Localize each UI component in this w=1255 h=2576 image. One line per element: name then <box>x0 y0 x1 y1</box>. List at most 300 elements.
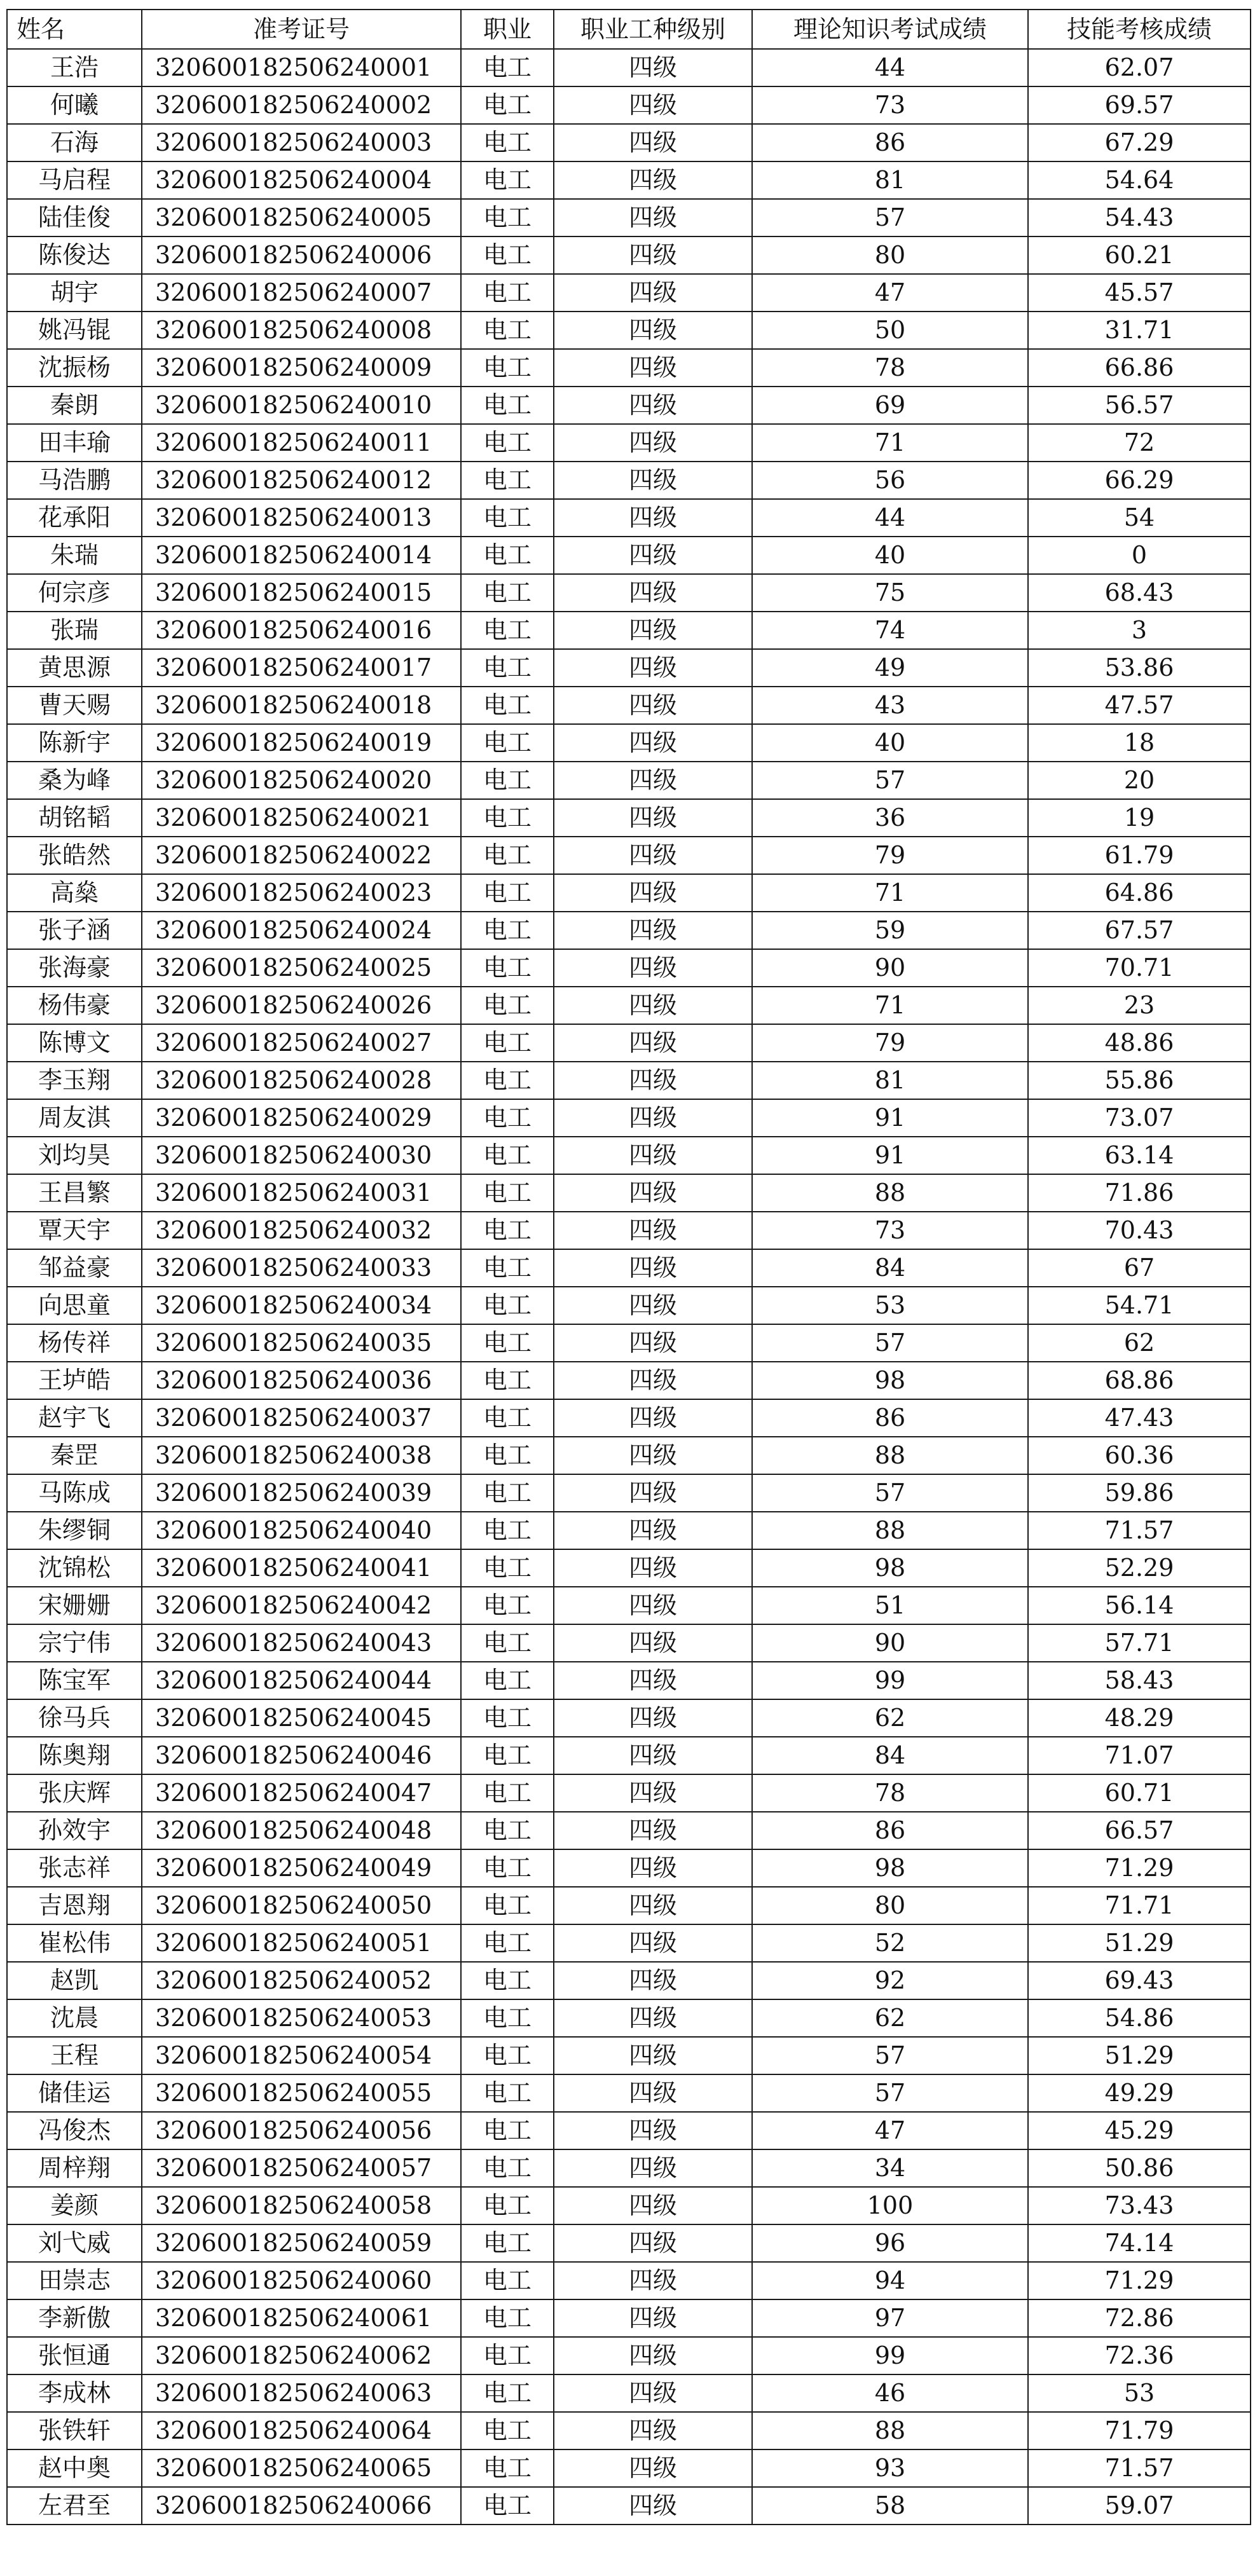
cell-skill-score: 71.71 <box>1028 1887 1251 1924</box>
cell-level: 四级 <box>554 2112 752 2149</box>
header-row <box>7 10 1251 49</box>
cell-name: 冯俊杰 <box>7 2112 142 2149</box>
cell-exam-id: 320600182506240005 <box>142 199 461 236</box>
table-row <box>7 424 1251 462</box>
cell-theory-score: 52 <box>752 1924 1028 1962</box>
cell-occupation: 电工 <box>461 1812 554 1849</box>
table-row <box>7 1062 1251 1099</box>
cell-level: 四级 <box>554 1812 752 1849</box>
cell-occupation: 电工 <box>461 1399 554 1437</box>
cell-occupation: 电工 <box>461 1099 554 1137</box>
cell-level: 四级 <box>554 1474 752 1512</box>
cell-name: 刘弋威 <box>7 2224 142 2262</box>
cell-level: 四级 <box>554 1324 752 1362</box>
table-row <box>7 1474 1251 1512</box>
cell-level: 四级 <box>554 1587 752 1624</box>
table-row <box>7 499 1251 537</box>
cell-theory-score: 73 <box>752 86 1028 124</box>
cell-occupation: 电工 <box>461 2037 554 2074</box>
cell-theory-score: 69 <box>752 387 1028 424</box>
cell-theory-score: 57 <box>752 199 1028 236</box>
cell-exam-id: 320600182506240053 <box>142 1999 461 2037</box>
table-row <box>7 2112 1251 2149</box>
cell-exam-id: 320600182506240031 <box>142 1174 461 1212</box>
cell-theory-score: 57 <box>752 762 1028 799</box>
cell-skill-score: 47.43 <box>1028 1399 1251 1437</box>
table-row <box>7 2187 1251 2224</box>
cell-theory-score: 78 <box>752 349 1028 387</box>
cell-theory-score: 90 <box>752 1624 1028 1662</box>
column-header-level: 职业工种级别 <box>554 10 752 49</box>
cell-occupation: 电工 <box>461 1737 554 1774</box>
cell-occupation: 电工 <box>461 1324 554 1362</box>
cell-skill-score: 54 <box>1028 499 1251 537</box>
cell-name: 秦罡 <box>7 1437 142 1474</box>
cell-exam-id: 320600182506240020 <box>142 762 461 799</box>
cell-theory-score: 80 <box>752 1887 1028 1924</box>
table-row <box>7 1549 1251 1587</box>
cell-occupation: 电工 <box>461 949 554 987</box>
cell-name: 沈锦松 <box>7 1549 142 1587</box>
cell-occupation: 电工 <box>461 2412 554 2449</box>
cell-exam-id: 320600182506240054 <box>142 2037 461 2074</box>
cell-skill-score: 23 <box>1028 987 1251 1024</box>
cell-level: 四级 <box>554 1887 752 1924</box>
cell-name: 王程 <box>7 2037 142 2074</box>
cell-level: 四级 <box>554 2224 752 2262</box>
cell-name: 陈新宇 <box>7 724 142 762</box>
cell-skill-score: 71.57 <box>1028 2449 1251 2487</box>
cell-occupation: 电工 <box>461 537 554 574</box>
cell-level: 四级 <box>554 1287 752 1324</box>
cell-occupation: 电工 <box>461 86 554 124</box>
cell-name: 张志祥 <box>7 1849 142 1887</box>
cell-theory-score: 62 <box>752 1699 1028 1737</box>
cell-occupation: 电工 <box>461 49 554 86</box>
cell-skill-score: 68.86 <box>1028 1362 1251 1399</box>
cell-exam-id: 320600182506240034 <box>142 1287 461 1324</box>
table-row <box>7 462 1251 499</box>
cell-theory-score: 58 <box>752 2487 1028 2525</box>
cell-level: 四级 <box>554 2187 752 2224</box>
cell-theory-score: 81 <box>752 161 1028 199</box>
cell-theory-score: 75 <box>752 574 1028 612</box>
cell-name: 陈宝军 <box>7 1662 142 1699</box>
cell-skill-score: 73.07 <box>1028 1099 1251 1137</box>
table-row <box>7 2487 1251 2525</box>
cell-level: 四级 <box>554 2374 752 2412</box>
cell-occupation: 电工 <box>461 1024 554 1062</box>
cell-skill-score: 56.14 <box>1028 1587 1251 1624</box>
cell-theory-score: 57 <box>752 2037 1028 2074</box>
cell-skill-score: 0 <box>1028 537 1251 574</box>
cell-name: 张海豪 <box>7 949 142 987</box>
cell-exam-id: 320600182506240025 <box>142 949 461 987</box>
cell-name: 胡宇 <box>7 274 142 312</box>
cell-exam-id: 320600182506240065 <box>142 2449 461 2487</box>
cell-theory-score: 100 <box>752 2187 1028 2224</box>
cell-name: 宋姗姗 <box>7 1587 142 1624</box>
cell-skill-score: 71.07 <box>1028 1737 1251 1774</box>
cell-theory-score: 88 <box>752 2412 1028 2449</box>
table-row <box>7 2337 1251 2374</box>
cell-level: 四级 <box>554 2037 752 2074</box>
cell-theory-score: 44 <box>752 49 1028 86</box>
cell-exam-id: 320600182506240045 <box>142 1699 461 1737</box>
cell-exam-id: 320600182506240006 <box>142 236 461 274</box>
cell-level: 四级 <box>554 724 752 762</box>
cell-exam-id: 320600182506240013 <box>142 499 461 537</box>
cell-occupation: 电工 <box>461 1437 554 1474</box>
table-row <box>7 1212 1251 1249</box>
cell-theory-score: 71 <box>752 874 1028 912</box>
cell-name: 李新傲 <box>7 2299 142 2337</box>
cell-occupation: 电工 <box>461 1887 554 1924</box>
column-header-exam-id: 准考证号 <box>142 10 461 49</box>
cell-theory-score: 62 <box>752 1999 1028 2037</box>
cell-exam-id: 320600182506240037 <box>142 1399 461 1437</box>
cell-occupation: 电工 <box>461 724 554 762</box>
cell-skill-score: 50.86 <box>1028 2149 1251 2187</box>
cell-name: 张铁轩 <box>7 2412 142 2449</box>
cell-skill-score: 54.43 <box>1028 199 1251 236</box>
cell-occupation: 电工 <box>461 874 554 912</box>
cell-occupation: 电工 <box>461 2337 554 2374</box>
table-row <box>7 86 1251 124</box>
table-row <box>7 124 1251 161</box>
cell-name: 张瑞 <box>7 612 142 649</box>
cell-skill-score: 54.86 <box>1028 1999 1251 2037</box>
cell-name: 孙效宇 <box>7 1812 142 1849</box>
cell-level: 四级 <box>554 1662 752 1699</box>
cell-exam-id: 320600182506240055 <box>142 2074 461 2112</box>
cell-name: 陈俊达 <box>7 236 142 274</box>
cell-theory-score: 79 <box>752 1024 1028 1062</box>
cell-skill-score: 69.43 <box>1028 1962 1251 1999</box>
cell-occupation: 电工 <box>461 649 554 687</box>
cell-theory-score: 92 <box>752 1962 1028 1999</box>
cell-occupation: 电工 <box>461 1549 554 1587</box>
cell-name: 宗宁伟 <box>7 1624 142 1662</box>
cell-skill-score: 48.29 <box>1028 1699 1251 1737</box>
table-row <box>7 1737 1251 1774</box>
cell-exam-id: 320600182506240047 <box>142 1774 461 1812</box>
cell-name: 覃天宇 <box>7 1212 142 1249</box>
cell-name: 姜颜 <box>7 2187 142 2224</box>
cell-level: 四级 <box>554 1624 752 1662</box>
cell-exam-id: 320600182506240010 <box>142 387 461 424</box>
table-row <box>7 2262 1251 2299</box>
cell-level: 四级 <box>554 86 752 124</box>
cell-exam-id: 320600182506240060 <box>142 2262 461 2299</box>
column-header-theory-score: 理论知识考试成绩 <box>752 10 1028 49</box>
table-row <box>7 199 1251 236</box>
cell-name: 何宗彦 <box>7 574 142 612</box>
cell-occupation: 电工 <box>461 2112 554 2149</box>
cell-theory-score: 91 <box>752 1137 1028 1174</box>
table-row <box>7 1662 1251 1699</box>
cell-occupation: 电工 <box>461 161 554 199</box>
cell-exam-id: 320600182506240002 <box>142 86 461 124</box>
cell-level: 四级 <box>554 349 752 387</box>
cell-name: 王浩 <box>7 49 142 86</box>
cell-level: 四级 <box>554 574 752 612</box>
cell-level: 四级 <box>554 2337 752 2374</box>
cell-exam-id: 320600182506240009 <box>142 349 461 387</box>
table-row <box>7 874 1251 912</box>
table-row <box>7 1249 1251 1287</box>
cell-exam-id: 320600182506240035 <box>142 1324 461 1362</box>
cell-exam-id: 320600182506240043 <box>142 1624 461 1662</box>
table-row <box>7 574 1251 612</box>
cell-occupation: 电工 <box>461 2449 554 2487</box>
cell-level: 四级 <box>554 424 752 462</box>
cell-skill-score: 62.07 <box>1028 49 1251 86</box>
cell-occupation: 电工 <box>461 199 554 236</box>
cell-occupation: 电工 <box>461 1212 554 1249</box>
column-header-occupation: 职业 <box>461 10 554 49</box>
cell-theory-score: 73 <box>752 1212 1028 1249</box>
cell-exam-id: 320600182506240066 <box>142 2487 461 2525</box>
cell-skill-score: 48.86 <box>1028 1024 1251 1062</box>
cell-name: 桑为峰 <box>7 762 142 799</box>
cell-name: 黄思源 <box>7 649 142 687</box>
cell-occupation: 电工 <box>461 2299 554 2337</box>
table-row <box>7 1774 1251 1812</box>
cell-exam-id: 320600182506240052 <box>142 1962 461 1999</box>
cell-exam-id: 320600182506240028 <box>142 1062 461 1099</box>
cell-exam-id: 320600182506240024 <box>142 912 461 949</box>
table-row <box>7 762 1251 799</box>
cell-theory-score: 78 <box>752 1774 1028 1812</box>
table-row <box>7 1624 1251 1662</box>
cell-skill-score: 62 <box>1028 1324 1251 1362</box>
cell-name: 马启程 <box>7 161 142 199</box>
cell-name: 张恒通 <box>7 2337 142 2374</box>
cell-level: 四级 <box>554 236 752 274</box>
cell-skill-score: 67.57 <box>1028 912 1251 949</box>
cell-exam-id: 320600182506240014 <box>142 537 461 574</box>
cell-skill-score: 59.86 <box>1028 1474 1251 1512</box>
cell-name: 朱瑞 <box>7 537 142 574</box>
table-row <box>7 537 1251 574</box>
cell-theory-score: 50 <box>752 312 1028 349</box>
cell-theory-score: 94 <box>752 2262 1028 2299</box>
cell-skill-score: 51.29 <box>1028 2037 1251 2074</box>
cell-theory-score: 80 <box>752 236 1028 274</box>
cell-theory-score: 96 <box>752 2224 1028 2262</box>
cell-theory-score: 90 <box>752 949 1028 987</box>
cell-theory-score: 57 <box>752 1474 1028 1512</box>
cell-occupation: 电工 <box>461 1699 554 1737</box>
cell-name: 田丰瑜 <box>7 424 142 462</box>
table-row <box>7 799 1251 837</box>
cell-skill-score: 51.29 <box>1028 1924 1251 1962</box>
table-row <box>7 1437 1251 1474</box>
cell-skill-score: 59.07 <box>1028 2487 1251 2525</box>
cell-level: 四级 <box>554 687 752 724</box>
cell-level: 四级 <box>554 1737 752 1774</box>
cell-name: 刘均昊 <box>7 1137 142 1174</box>
cell-skill-score: 31.71 <box>1028 312 1251 349</box>
cell-theory-score: 88 <box>752 1512 1028 1549</box>
cell-skill-score: 67.29 <box>1028 124 1251 161</box>
cell-skill-score: 55.86 <box>1028 1062 1251 1099</box>
table-row <box>7 612 1251 649</box>
cell-exam-id: 320600182506240044 <box>142 1662 461 1699</box>
table-row <box>7 1924 1251 1962</box>
cell-level: 四级 <box>554 1249 752 1287</box>
cell-name: 陈奥翔 <box>7 1737 142 1774</box>
cell-theory-score: 98 <box>752 1849 1028 1887</box>
column-header-skill-score: 技能考核成绩 <box>1028 10 1251 49</box>
table-row <box>7 1137 1251 1174</box>
cell-exam-id: 320600182506240016 <box>142 612 461 649</box>
cell-theory-score: 98 <box>752 1549 1028 1587</box>
cell-skill-score: 60.71 <box>1028 1774 1251 1812</box>
cell-level: 四级 <box>554 799 752 837</box>
cell-name: 胡铭韬 <box>7 799 142 837</box>
cell-occupation: 电工 <box>461 1662 554 1699</box>
cell-exam-id: 320600182506240048 <box>142 1812 461 1849</box>
cell-theory-score: 34 <box>752 2149 1028 2187</box>
cell-exam-id: 320600182506240062 <box>142 2337 461 2374</box>
cell-occupation: 电工 <box>461 799 554 837</box>
cell-exam-id: 320600182506240004 <box>142 161 461 199</box>
cell-occupation: 电工 <box>461 349 554 387</box>
cell-theory-score: 40 <box>752 537 1028 574</box>
cell-occupation: 电工 <box>461 762 554 799</box>
cell-exam-id: 320600182506240041 <box>142 1549 461 1587</box>
cell-theory-score: 88 <box>752 1174 1028 1212</box>
table-row <box>7 1812 1251 1849</box>
cell-occupation: 电工 <box>461 1249 554 1287</box>
cell-occupation: 电工 <box>461 1924 554 1962</box>
cell-theory-score: 91 <box>752 1099 1028 1137</box>
cell-occupation: 电工 <box>461 1474 554 1512</box>
cell-occupation: 电工 <box>461 124 554 161</box>
cell-level: 四级 <box>554 1999 752 2037</box>
cell-occupation: 电工 <box>461 236 554 274</box>
cell-theory-score: 79 <box>752 837 1028 874</box>
cell-theory-score: 86 <box>752 1399 1028 1437</box>
cell-skill-score: 53.86 <box>1028 649 1251 687</box>
table-row <box>7 987 1251 1024</box>
cell-exam-id: 320600182506240042 <box>142 1587 461 1624</box>
cell-exam-id: 320600182506240007 <box>142 274 461 312</box>
cell-name: 邹益豪 <box>7 1249 142 1287</box>
cell-occupation: 电工 <box>461 2262 554 2299</box>
cell-skill-score: 71.29 <box>1028 1849 1251 1887</box>
cell-occupation: 电工 <box>461 462 554 499</box>
cell-exam-id: 320600182506240018 <box>142 687 461 724</box>
cell-theory-score: 86 <box>752 124 1028 161</box>
cell-theory-score: 99 <box>752 2337 1028 2374</box>
table-row <box>7 1399 1251 1437</box>
cell-name: 向思童 <box>7 1287 142 1324</box>
cell-level: 四级 <box>554 1962 752 1999</box>
cell-level: 四级 <box>554 2449 752 2487</box>
cell-exam-id: 320600182506240017 <box>142 649 461 687</box>
cell-skill-score: 66.57 <box>1028 1812 1251 1849</box>
cell-occupation: 电工 <box>461 574 554 612</box>
cell-occupation: 电工 <box>461 1624 554 1662</box>
cell-exam-id: 320600182506240051 <box>142 1924 461 1962</box>
cell-skill-score: 63.14 <box>1028 1137 1251 1174</box>
cell-exam-id: 320600182506240032 <box>142 1212 461 1249</box>
cell-level: 四级 <box>554 499 752 537</box>
cell-occupation: 电工 <box>461 2487 554 2525</box>
cell-skill-score: 61.79 <box>1028 837 1251 874</box>
cell-theory-score: 97 <box>752 2299 1028 2337</box>
table-row <box>7 1362 1251 1399</box>
cell-skill-score: 3 <box>1028 612 1251 649</box>
table-row <box>7 2299 1251 2337</box>
cell-exam-id: 320600182506240003 <box>142 124 461 161</box>
cell-skill-score: 71.57 <box>1028 1512 1251 1549</box>
cell-name: 朱缪铜 <box>7 1512 142 1549</box>
cell-name: 陆佳俊 <box>7 199 142 236</box>
cell-name: 石海 <box>7 124 142 161</box>
cell-level: 四级 <box>554 1099 752 1137</box>
cell-occupation: 电工 <box>461 1287 554 1324</box>
cell-occupation: 电工 <box>461 1999 554 2037</box>
cell-theory-score: 57 <box>752 1324 1028 1362</box>
cell-name: 赵宇飞 <box>7 1399 142 1437</box>
cell-level: 四级 <box>554 762 752 799</box>
cell-occupation: 电工 <box>461 312 554 349</box>
cell-occupation: 电工 <box>461 274 554 312</box>
table-body <box>7 49 1251 2525</box>
cell-level: 四级 <box>554 1924 752 1962</box>
cell-name: 储佳运 <box>7 2074 142 2112</box>
cell-level: 四级 <box>554 1512 752 1549</box>
cell-skill-score: 47.57 <box>1028 687 1251 724</box>
table-row <box>7 312 1251 349</box>
cell-theory-score: 46 <box>752 2374 1028 2412</box>
cell-name: 何曦 <box>7 86 142 124</box>
cell-name: 沈晨 <box>7 1999 142 2037</box>
cell-level: 四级 <box>554 2412 752 2449</box>
cell-name: 赵凯 <box>7 1962 142 1999</box>
cell-skill-score: 45.57 <box>1028 274 1251 312</box>
cell-theory-score: 99 <box>752 1662 1028 1699</box>
cell-occupation: 电工 <box>461 1137 554 1174</box>
cell-occupation: 电工 <box>461 1174 554 1212</box>
cell-name: 陈博文 <box>7 1024 142 1062</box>
cell-exam-id: 320600182506240057 <box>142 2149 461 2187</box>
cell-skill-score: 60.36 <box>1028 1437 1251 1474</box>
cell-theory-score: 74 <box>752 612 1028 649</box>
cell-level: 四级 <box>554 49 752 86</box>
cell-level: 四级 <box>554 387 752 424</box>
table-row <box>7 349 1251 387</box>
table-row <box>7 236 1251 274</box>
cell-name: 周友淇 <box>7 1099 142 1137</box>
table-row <box>7 1324 1251 1362</box>
cell-exam-id: 320600182506240027 <box>142 1024 461 1062</box>
cell-name: 李玉翔 <box>7 1062 142 1099</box>
cell-theory-score: 88 <box>752 1437 1028 1474</box>
cell-exam-id: 320600182506240011 <box>142 424 461 462</box>
cell-level: 四级 <box>554 949 752 987</box>
cell-name: 周梓翔 <box>7 2149 142 2187</box>
table-row <box>7 1287 1251 1324</box>
cell-occupation: 电工 <box>461 1062 554 1099</box>
table-row <box>7 1512 1251 1549</box>
table-row <box>7 49 1251 86</box>
table-row <box>7 1999 1251 2037</box>
